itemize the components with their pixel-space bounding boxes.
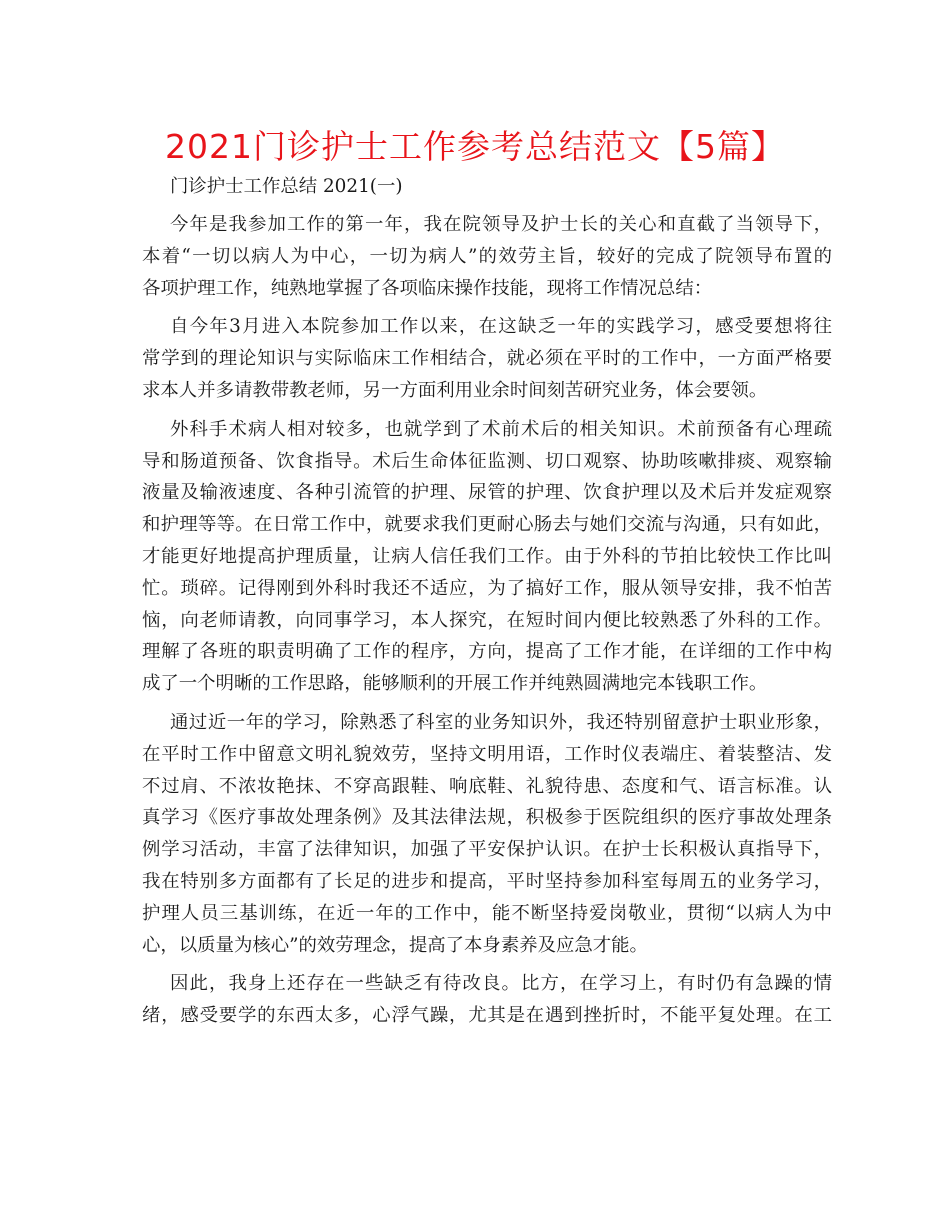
paragraph-line: 本着“一切以病人为中心，一切为病人”的效劳主旨，较好的完成了院领导布置的 (142, 245, 832, 267)
paragraph-line: 液量及输液速度、各种引流管的护理、尿管的护理、饮食护理以及术后并发症观察 (142, 482, 832, 504)
paragraph-line: 心，以质量为核心”的效劳理念，提高了本身素养及应急才能。 (142, 934, 648, 956)
paragraph-line: 和护理等等。在日常工作中，就要求我们更耐心肠去与她们交流与沟通，只有如此， (142, 514, 832, 536)
document-body (142, 172, 832, 1032)
paragraph-line: 外科手术病人相对较多，也就学到了术前术后的相关知识。术前预备有心理疏 (170, 418, 832, 440)
paragraph-line: 才能更好地提高护理质量，让病人信任我们工作。由于外科的节拍比较快工作比叫 (142, 545, 832, 567)
paragraph-line: 导和肠道预备、饮食指导。术后生命体征监测、切口观察、协助咳嗽排痰、观察输 (142, 450, 832, 472)
paragraph-line: 护理人员三基训练，在近一年的工作中，能不断坚持爱岗敬业，贯彻“以病人为中 (142, 902, 832, 924)
paragraph-line: 真学习《医疗事故处理条例》及其法律法规，积极参于医院组织的医疗事故处理条 (142, 807, 832, 829)
paragraph-line: 理解了各班的职责明确了工作的程序，方向，提高了工作才能，在详细的工作中构 (142, 641, 832, 663)
paragraph-line: 不过肩、不浓妆艳抹、不穿高跟鞋、响底鞋、礼貌待患、态度和气、语言标准。认 (142, 775, 832, 797)
paragraph-line: 各项护理工作，纯熟地掌握了各项临床操作技能，现将工作情况总结： (142, 277, 713, 299)
document-title: 2021门诊护士工作参考总结范文【5篇】 (165, 127, 785, 166)
paragraph-line: 绪，感受要学的东西太多，心浮气躁，尤其是在遇到挫折时，不能平复处理。在工 (142, 1005, 832, 1027)
paragraph-line: 今年是我参加工作的第一年，我在院领导及护士长的关心和直截了当领导下， (170, 214, 832, 235)
paragraph-line: 我在特别多方面都有了长足的进步和提高，平时坚持参加科室每周五的业务学习， (142, 870, 832, 892)
paragraph (142, 209, 832, 304)
paragraph-line: 常学到的理论知识与实际临床工作相结合，就必须在平时的工作中，一方面严格要 (142, 348, 832, 370)
paragraph-line: 因此，我身上还存在一些缺乏有待改良。比方，在学习上，有时仍有急躁的情 (170, 973, 832, 995)
paragraph (142, 311, 832, 406)
paragraph-line: 求本人并多请教带教老师，另一方面利用业余时间刻苦研究业务，体会要领。 (142, 379, 768, 401)
paragraph (142, 968, 832, 1032)
paragraph-line: 成了一个明晰的工作思路，能够顺利的开展工作并纯熟圆满地完本钱职工作。 (142, 673, 768, 695)
paragraph-line: 通过近一年的学习，除熟悉了科室的业务知识外，我还特别留意护士职业形象， (170, 711, 832, 733)
paragraph (142, 707, 832, 961)
paragraph-line: 忙。琐碎。记得刚到外科时我还不适应，为了搞好工作，服从领导安排，我不怕苦 (142, 577, 832, 599)
paragraph-line: 在平时工作中留意文明礼貌效劳，坚持文明用语，工作时仪表端庄、着装整洁、发 (142, 743, 832, 765)
section-subtitle: 门诊护士工作总结 2021(一) (170, 176, 403, 197)
paragraph (142, 414, 832, 700)
paragraph-list (142, 209, 832, 1032)
paragraph-line: 恼，向老师请教，向同事学习，本人探究，在短时间内便比较熟悉了外科的工作。 (142, 609, 832, 631)
paragraph-line: 自今年3月进入本院参加工作以来，在这缺乏一年的实践学习，感受要想将往 (170, 316, 832, 338)
paragraph-line: 例学习活动，丰富了法律知识，加强了平安保护认识。在护士长积极认真指导下， (142, 839, 832, 861)
